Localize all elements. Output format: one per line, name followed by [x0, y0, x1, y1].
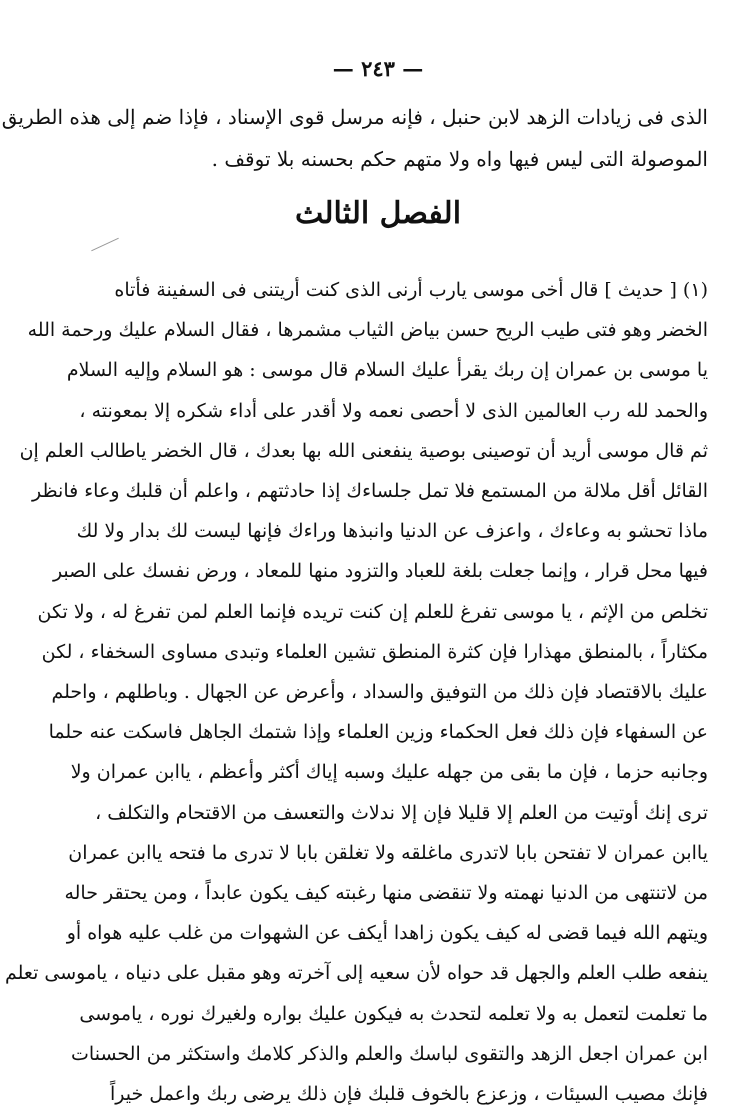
- text-line: ثم قال موسى أريد أن توصينى بوصية ينفعنى الله بها بعدك ، قال الخضر ياطالب العلم إن: [19, 439, 708, 462]
- text-line: عليك بالاقتصاد فإن ذلك من التوفيق والسداد ، وأعرض عن الجهال . وباطلهم ، واحلم: [51, 681, 708, 704]
- text-line: فإنك مصيب السيئات ، وزعزع بالخوف قلبك فإن ذلك يرضى ربك واعمل خيراً: [110, 1083, 708, 1106]
- pen-stroke-mark: [91, 238, 119, 252]
- text-line: والحمد لله رب العالمين الذى لا أحصى نعمه ولا أقدر على أداء شكره إلا بمعونته ،: [79, 399, 708, 422]
- intro-paragraph: [1, 96, 708, 180]
- text-line: عن السفهاء فإن ذلك فعل الحكماء وزين العلماء وإذا شتمك الجاهل فاسكت عنه حلما: [48, 721, 708, 744]
- text-line: ويتهم الله فيما قضى له كيف يكون زاهدا أيكف عن الشهوات من غلب عليه هواه أو: [66, 922, 708, 945]
- text-line: من لاتنتهى من الدنيا نهمته ولا تنقضى منها رغبته كيف يكون عابداً ، ومن يحتقر حاله: [64, 882, 708, 905]
- text-line: ما تعلمت لتعمل به ولا تعلمه لتحدث به فيكون عليك بواره ولغيرك نوره ، ياموسى: [79, 1002, 708, 1025]
- text-line: وجانبه حزما ، فإن ما بقى من جهله عليك وسبه إياك أكثر وأعظم ، ياابن عمران ولا: [70, 761, 708, 784]
- page-number: — ٢٤٣ —: [332, 56, 424, 81]
- hadith-text: [5, 270, 708, 1114]
- text-line: ياابن عمران لا تفتحن بابا لاتدرى ماغلقه ولا تغلقن بابا لا تدرى ما فتحه ياابن عمران: [68, 841, 708, 864]
- text-line: يا موسى بن عمران إن ربك يقرأ عليك السلام قال موسى : هو السلام وإليه السلام: [66, 359, 708, 382]
- text-line: الخضر وهو فتى طيب الريح حسن بياض الثياب مشمرها ، فقال السلام عليك ورحمة الله: [27, 319, 708, 342]
- text-line: فيها محل قرار ، وإنما جعلت بلغة للعباد والتزود منها للمعاد ، ورض نفسك على الصبر: [52, 560, 708, 583]
- text-line: ترى إنك أوتيت من العلم إلا قليلا فإن إلا ندلاث والتعسف من الاقتحام والتكلف ،: [95, 801, 708, 824]
- section-heading: الفصل الثالث: [294, 196, 462, 231]
- text-line: (١) [ حديث ] قال أخى موسى يارب أرنى الذى كنت أريتنى فى السفينة فأتاه: [114, 279, 708, 301]
- text-line: تخلص من الإثم ، يا موسى تفرغ للعلم إن كنت تريده فإنما العلم لمن تفرغ له ، ولا تكن: [37, 600, 708, 623]
- text-line: ابن عمران اجعل الزهد والتقوى لباسك والعلم والذكر كلامك واستكثر من الحسنات: [71, 1042, 708, 1065]
- text-line: القائل أقل ملالة من المستمع فلا تمل جلساءك إذا حادثتهم ، واعلم أن قلبك وعاء فانظر: [31, 480, 708, 503]
- text-line: ماذا تحشو به وعاءك ، واعزف عن الدنيا وانبذها وراءك فإنها ليست لك بدار ولا لك: [76, 520, 708, 543]
- intro-line: الذى فى زيادات الزهد لابن حنبل ، فإنه مرسل قوى الإسناد ، فإذا ضم إلى هذه الطريق: [1, 105, 708, 129]
- text-line: مكثاراً ، بالمنطق مهذارا فإن كثرة المنطق تشين العلماء وتبدى مساوى السخفاء ، لكن: [41, 640, 708, 663]
- intro-line: الموصولة التى ليس فيها واه ولا متهم حكم بحسنه بلا توقف .: [211, 147, 708, 171]
- text-line: ينفعه طلب العلم والجهل قد حواه لأن سعيه إلى آخرته وهو مقبل على دنياه ، ياموسى تعلم: [5, 962, 708, 985]
